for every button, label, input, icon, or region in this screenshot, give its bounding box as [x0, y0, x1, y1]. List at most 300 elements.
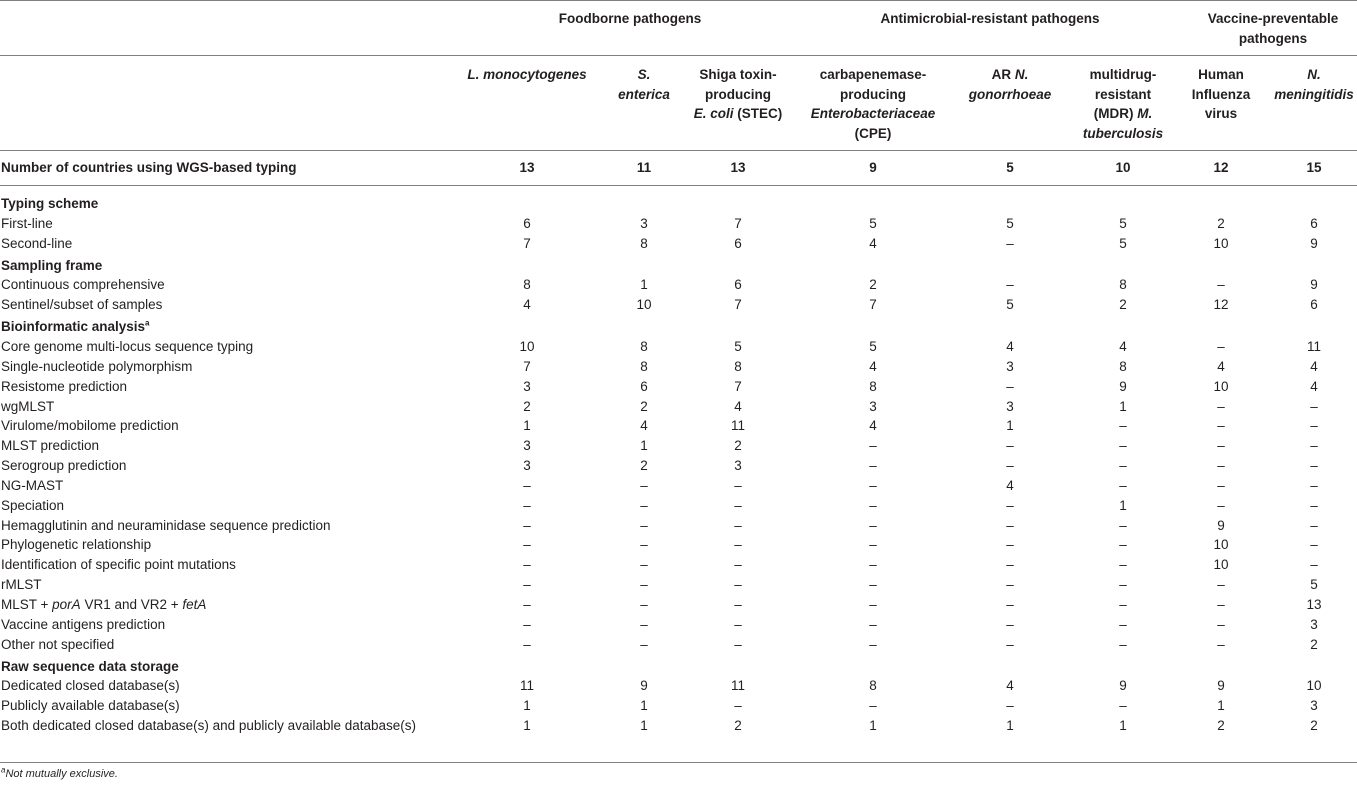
cell-value: –	[1217, 458, 1225, 474]
cell-value: –	[1217, 577, 1225, 593]
cell-value: 5	[1119, 235, 1127, 251]
cell-value: –	[1217, 338, 1225, 354]
cell-value: 4	[1006, 338, 1014, 354]
cell-value: 1	[1006, 418, 1014, 434]
column-header-line	[1269, 85, 1357, 105]
group-header-antimicrobial-resistant: Antimicrobial-resistant pathogens	[880, 11, 1100, 26]
cell-value: –	[1006, 537, 1014, 553]
cell-value: 1	[1119, 497, 1127, 513]
cell-value: 9	[640, 678, 648, 694]
cell-value: –	[734, 557, 742, 573]
section-title-text: Bioinformatic analysis	[1, 319, 146, 335]
column-header-line	[960, 65, 1060, 85]
column-header-line	[609, 85, 679, 105]
cell-value: –	[1217, 597, 1225, 612]
top-rule	[0, 0, 1357, 1]
cell-value: 9	[1310, 235, 1318, 251]
cell-value: –	[734, 517, 742, 533]
cell-value: 7	[734, 215, 742, 231]
row-label: NG-MAST	[1, 477, 64, 493]
column-header-italic-text: E. coli	[693, 106, 734, 121]
table-row	[0, 496, 1357, 516]
column-header-text: AR	[991, 67, 1015, 82]
cell-value: 9	[869, 160, 877, 175]
table-row	[0, 696, 1357, 716]
row-label: Number of countries using WGS-based typing	[1, 160, 297, 175]
column-header-3	[688, 65, 788, 124]
row-label: Core genome multi-locus sequence typing	[1, 338, 254, 354]
cell-value: –	[869, 577, 877, 593]
column-header-8	[1269, 65, 1357, 104]
row-label	[1, 595, 206, 615]
cell-value: –	[640, 477, 648, 493]
cell-value: –	[1006, 517, 1014, 533]
row-label-part: VR1 and VR2 +	[80, 597, 183, 612]
cell-value: 2	[734, 718, 742, 734]
column-header-text: (STEC)	[733, 106, 783, 121]
cell-value: –	[1119, 537, 1127, 553]
column-header-rule	[0, 150, 1357, 151]
column-header-line	[1181, 85, 1261, 105]
cell-value: 4	[640, 418, 648, 434]
summary-row	[0, 158, 1357, 178]
row-label-part: fetA	[182, 597, 207, 612]
cell-value: 15	[1306, 160, 1322, 175]
section-title	[1, 256, 102, 276]
cell-value: 3	[640, 215, 648, 231]
cell-value: –	[734, 477, 742, 493]
cell-value: 13	[730, 160, 746, 175]
column-header-line	[688, 104, 788, 124]
cell-value: –	[1006, 616, 1014, 632]
cell-value: –	[640, 577, 648, 593]
table-row	[0, 676, 1357, 696]
column-header-text: Shiga toxin-	[699, 67, 777, 82]
section-title-footnote-marker: a	[145, 318, 150, 328]
cell-value: 5	[1006, 160, 1014, 175]
cell-value: 6	[1310, 215, 1318, 231]
row-label: Phylogenetic relationship	[1, 537, 152, 553]
row-label: Vaccine antigens prediction	[1, 616, 166, 632]
bottom-rule	[0, 762, 1357, 763]
table-row	[0, 555, 1357, 575]
cell-value: 10	[519, 338, 535, 354]
section-title	[1, 657, 179, 677]
row-label: wgMLST	[1, 398, 55, 414]
cell-value: –	[523, 517, 531, 533]
section-title	[1, 317, 150, 337]
cell-value: –	[734, 597, 742, 612]
cell-value: –	[1310, 557, 1318, 573]
cell-value: –	[1006, 698, 1014, 714]
column-header-6	[1068, 65, 1178, 143]
cell-value: –	[734, 497, 742, 513]
column-header-text: Influenza	[1191, 86, 1251, 102]
cell-value: –	[869, 458, 877, 474]
column-header-2	[609, 65, 679, 104]
cell-value: 8	[734, 358, 742, 374]
column-header-line	[798, 104, 948, 124]
cell-value: –	[1217, 497, 1225, 513]
cell-value: –	[523, 477, 531, 493]
row-label: Publicly available database(s)	[1, 698, 180, 714]
cell-value: –	[1006, 438, 1014, 454]
column-header-text: resistant	[1094, 86, 1152, 102]
cell-value: –	[523, 497, 531, 513]
cell-value: 2	[1217, 215, 1225, 231]
column-header-line	[1269, 65, 1357, 85]
cell-value: 8	[869, 378, 877, 394]
cell-value: 4	[734, 398, 742, 414]
cell-value: –	[1006, 458, 1014, 474]
cell-value: –	[869, 557, 877, 573]
section-title-text: Raw sequence data storage	[1, 658, 179, 674]
row-label: First-line	[1, 215, 53, 231]
cell-value: –	[1119, 438, 1127, 454]
cell-value: 1	[523, 718, 531, 734]
cell-value: –	[869, 517, 877, 533]
cell-value: –	[734, 577, 742, 593]
cell-value: –	[523, 537, 531, 553]
row-label: Dedicated closed database(s)	[1, 678, 180, 694]
column-header-line	[798, 124, 948, 144]
cell-value: 7	[523, 235, 531, 251]
cell-value: 9	[1119, 378, 1127, 394]
table-row	[0, 397, 1357, 417]
cell-value: 2	[1310, 718, 1318, 734]
cell-value: –	[523, 616, 531, 632]
cell-value: 2	[640, 398, 648, 414]
cell-value: 2	[1217, 718, 1225, 734]
column-header-line	[688, 65, 788, 85]
column-header-line	[609, 65, 679, 85]
cell-value: 1	[1119, 718, 1127, 734]
table-row	[0, 234, 1357, 254]
cell-value: –	[1006, 577, 1014, 593]
table-footnote	[1, 765, 118, 780]
column-header-line	[1068, 124, 1178, 144]
table-row	[0, 416, 1357, 436]
cell-value: –	[1006, 277, 1014, 293]
cell-value: 4	[1217, 358, 1225, 374]
cell-value: –	[1310, 537, 1318, 553]
cell-value: 4	[1310, 378, 1318, 394]
cell-value: –	[1006, 597, 1014, 612]
row-label: Second-line	[1, 235, 73, 251]
cell-value: 1	[640, 438, 648, 454]
cell-value: –	[1217, 398, 1225, 414]
cell-value: 10	[636, 297, 652, 313]
cell-value: 10	[1213, 557, 1229, 573]
footnote-text: Not mutually exclusive.	[5, 768, 118, 780]
cell-value: 5	[1119, 215, 1127, 231]
group-header-vaccine-line2: pathogens	[1238, 31, 1308, 46]
column-header-italic-text: N.	[1014, 67, 1029, 82]
column-header-line	[1181, 65, 1261, 85]
group-header-vaccine-preventable	[1190, 9, 1356, 49]
cell-value: –	[1006, 235, 1014, 251]
cell-value: –	[1217, 616, 1225, 632]
cell-value: –	[734, 698, 742, 714]
cell-value: 13	[519, 160, 535, 175]
column-header-line	[1068, 85, 1178, 105]
cell-value: 5	[1006, 297, 1014, 313]
cell-value: 7	[869, 297, 877, 313]
cell-value: 2	[869, 277, 877, 293]
cell-value: –	[1119, 698, 1127, 714]
cell-value: –	[640, 636, 648, 652]
cell-value: 1	[640, 698, 648, 714]
cell-value: 7	[734, 297, 742, 313]
cell-value: –	[1310, 497, 1318, 513]
cell-value: 3	[1006, 358, 1014, 374]
cell-value: –	[640, 517, 648, 533]
cell-value: 8	[640, 358, 648, 374]
cell-value: 1	[640, 277, 648, 293]
cell-value: –	[523, 557, 531, 573]
cell-value: –	[1310, 458, 1318, 474]
cell-value: 2	[734, 438, 742, 454]
cell-value: 10	[1213, 378, 1229, 394]
column-header-italic-text: M.	[1137, 106, 1153, 121]
cell-value: 6	[640, 378, 648, 394]
cell-value: –	[1217, 418, 1225, 434]
cell-value: –	[1119, 418, 1127, 434]
row-label-part: porA	[52, 597, 81, 612]
cell-value: 4	[869, 358, 877, 374]
column-header-line	[1068, 65, 1178, 85]
table-row	[0, 575, 1357, 595]
cell-value: 11	[519, 678, 534, 694]
cell-value: 5	[1006, 215, 1014, 231]
cell-value: –	[1217, 636, 1225, 652]
cell-value: –	[1119, 458, 1127, 474]
cell-value: 11	[636, 160, 652, 175]
column-header-italic-text: L. monocytogenes	[467, 67, 587, 82]
cell-value: –	[640, 557, 648, 573]
cell-value: –	[1310, 438, 1318, 454]
cell-value: 3	[1006, 398, 1014, 414]
cell-value: –	[640, 497, 648, 513]
row-label-part: MLST +	[1, 597, 53, 612]
column-header-line	[457, 65, 597, 85]
column-header-italic-text: N.	[1307, 67, 1321, 82]
table-row	[0, 635, 1357, 655]
column-header-5	[960, 65, 1060, 104]
cell-value: –	[1310, 477, 1318, 493]
cell-value: 11	[730, 418, 745, 434]
table-row	[0, 377, 1357, 397]
cell-value: 4	[869, 418, 877, 434]
cell-value: 6	[1310, 297, 1318, 313]
cell-value: 9	[1217, 678, 1225, 694]
cell-value: 1	[523, 418, 531, 434]
table-row	[0, 357, 1357, 377]
row-label: Resistome prediction	[1, 378, 128, 394]
cell-value: 4	[1006, 477, 1014, 493]
table-row	[0, 214, 1357, 234]
cell-value: 3	[734, 458, 742, 474]
cell-value: 10	[1115, 160, 1131, 175]
cell-value: –	[869, 616, 877, 632]
column-header-text: Human	[1198, 67, 1244, 82]
cell-value: 13	[1306, 597, 1322, 612]
cell-value: 7	[523, 358, 531, 374]
cell-value: 6	[734, 277, 742, 293]
column-header-text: (CPE)	[854, 125, 892, 141]
cell-value: 4	[1310, 358, 1318, 374]
table-row	[0, 595, 1357, 615]
cell-value: 1	[640, 718, 648, 734]
table-row	[0, 337, 1357, 357]
cell-value: –	[1217, 277, 1225, 293]
cell-value: –	[523, 597, 531, 612]
row-label: Single-nucleotide polymorphism	[1, 358, 193, 374]
row-label: MLST prediction	[1, 438, 100, 454]
cell-value: 1	[869, 718, 877, 734]
cell-value: 3	[1310, 698, 1318, 714]
column-header-text: multidrug-	[1089, 67, 1157, 82]
row-label: Speciation	[1, 497, 65, 513]
section-title-text: Sampling frame	[1, 257, 103, 273]
cell-value: –	[1119, 616, 1127, 632]
cell-value: 6	[734, 235, 742, 251]
row-label: Sentinel/subset of samples	[1, 297, 163, 313]
cell-value: 8	[869, 678, 877, 694]
column-header-italic-text: S.	[637, 67, 651, 82]
row-label: Serogroup prediction	[1, 458, 127, 474]
cell-value: –	[1310, 398, 1318, 414]
cell-value: 11	[1306, 338, 1321, 354]
cell-value: –	[640, 616, 648, 632]
table-row	[0, 716, 1357, 736]
cell-value: –	[1119, 477, 1127, 493]
cell-value: –	[869, 497, 877, 513]
footnote-marker: a	[1, 765, 6, 775]
cell-value: 10	[1213, 537, 1229, 553]
cell-value: –	[1217, 438, 1225, 454]
cell-value: 10	[1306, 678, 1322, 694]
cell-value: –	[869, 597, 877, 612]
cell-value: –	[869, 698, 877, 714]
cell-value: 2	[1119, 297, 1127, 313]
cell-value: –	[640, 537, 648, 553]
cell-value: 2	[523, 398, 531, 414]
column-header-line	[798, 85, 948, 105]
cell-value: 12	[1213, 160, 1229, 175]
cell-value: 9	[1310, 277, 1318, 293]
cell-value: 8	[1119, 277, 1127, 293]
cell-value: –	[1217, 477, 1225, 493]
cell-value: 2	[1310, 636, 1318, 652]
cell-value: 1	[1217, 698, 1225, 714]
table-row	[0, 476, 1357, 496]
cell-value: –	[734, 537, 742, 553]
row-label: Identification of specific point mutations	[1, 557, 236, 573]
group-header-foodborne: Foodborne pathogens	[558, 11, 702, 26]
cell-value: 11	[730, 678, 745, 694]
cell-value: –	[1006, 378, 1014, 394]
cell-value: 3	[523, 458, 531, 474]
column-header-text: producing	[840, 86, 906, 102]
row-label: Other not specified	[1, 636, 115, 652]
column-header-line	[1181, 104, 1261, 124]
cell-value: 4	[523, 297, 531, 313]
section-title-text: Typing scheme	[1, 196, 99, 211]
row-label: Virulome/mobilome prediction	[1, 418, 179, 434]
cell-value: 1	[523, 698, 531, 714]
column-header-italic-text: tuberculosis	[1082, 125, 1164, 141]
column-header-7	[1181, 65, 1261, 124]
column-header-line	[1068, 104, 1178, 124]
cell-value: 1	[1006, 718, 1014, 734]
table-row	[0, 275, 1357, 295]
column-header-italic-text: meningitidis	[1274, 86, 1354, 102]
cell-value: 5	[869, 215, 877, 231]
cell-value: –	[1310, 517, 1318, 533]
cell-value: 9	[1119, 678, 1127, 694]
column-header-line	[798, 65, 948, 85]
cell-value: 5	[734, 338, 742, 354]
column-header-italic-text: enterica	[618, 86, 670, 102]
column-header-italic-text: gonorrhoeae	[968, 86, 1052, 102]
cell-value: 9	[1217, 517, 1225, 533]
cell-value: 4	[1006, 678, 1014, 694]
cell-value: –	[1119, 577, 1127, 593]
row-label: Both dedicated closed database(s) and publicly available database(s)	[1, 718, 417, 734]
table-row	[0, 295, 1357, 315]
cell-value: 5	[869, 338, 877, 354]
column-header-line	[960, 85, 1060, 105]
cell-value: 6	[523, 215, 531, 231]
cell-value: 8	[1119, 358, 1127, 374]
cell-value: 8	[640, 338, 648, 354]
cell-value: –	[523, 577, 531, 593]
cell-value: –	[734, 616, 742, 632]
cell-value: –	[1119, 557, 1127, 573]
cell-value: –	[1119, 517, 1127, 533]
column-header-italic-text: Enterobacteriaceae	[810, 106, 936, 121]
row-label: rMLST	[1, 577, 42, 593]
group-header-vaccine-line1: Vaccine-preventable	[1207, 11, 1339, 26]
cell-value: –	[1119, 597, 1127, 612]
cell-value: 8	[523, 277, 531, 293]
cell-value: –	[1006, 636, 1014, 652]
cell-value: 4	[869, 235, 877, 251]
cell-value: –	[523, 636, 531, 652]
cell-value: 1	[1119, 398, 1127, 414]
cell-value: 8	[640, 235, 648, 251]
cell-value: 3	[869, 398, 877, 414]
table-row	[0, 615, 1357, 635]
cell-value: 10	[1213, 235, 1229, 251]
row-label: Continuous comprehensive	[1, 277, 165, 293]
cell-value: 12	[1213, 297, 1229, 313]
cell-value: –	[1119, 636, 1127, 652]
cell-value: 7	[734, 378, 742, 394]
table-row	[0, 535, 1357, 555]
cell-value: 2	[640, 458, 648, 474]
cell-value: 3	[1310, 616, 1318, 632]
cell-value: –	[869, 636, 877, 652]
column-header-text: carbapenemase-	[819, 67, 927, 82]
row-label: Hemagglutinin and neuraminidase sequence prediction	[1, 517, 331, 533]
section-title	[1, 194, 98, 214]
cell-value: –	[640, 597, 648, 612]
table-row	[0, 436, 1357, 456]
cell-value: 3	[523, 378, 531, 394]
cell-value: –	[1310, 418, 1318, 434]
